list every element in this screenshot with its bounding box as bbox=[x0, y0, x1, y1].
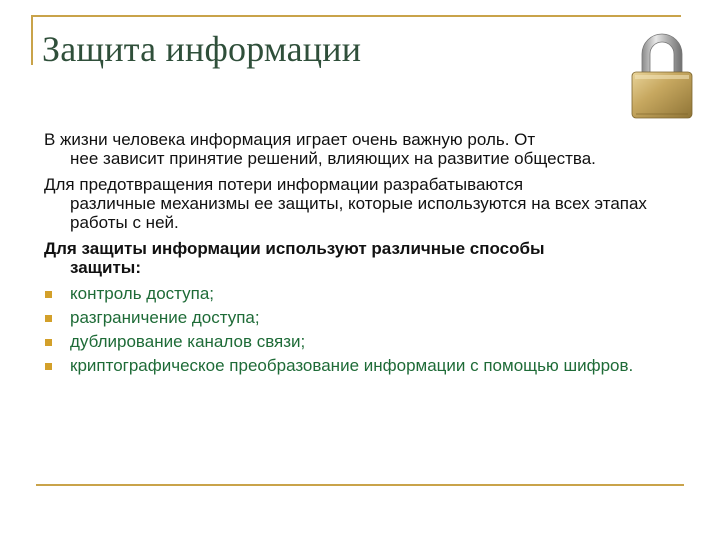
list-item bbox=[44, 308, 684, 327]
padlock-icon bbox=[628, 30, 696, 122]
bullet-marker-icon bbox=[45, 363, 52, 370]
list-item bbox=[44, 356, 684, 375]
methods-list bbox=[44, 284, 684, 375]
bullet-marker-icon bbox=[45, 339, 52, 346]
list-item bbox=[44, 332, 684, 351]
slide-content bbox=[44, 130, 684, 380]
bullet-marker-icon bbox=[45, 291, 52, 298]
list-item bbox=[44, 284, 684, 303]
paragraph-1-line1: В жизни человека информация играет очень важную роль. От bbox=[44, 130, 536, 149]
paragraph-2-rest: различные механизмы ее защиты, которые используются на всех этапах работы с ней. bbox=[70, 194, 647, 232]
list-item-text: криптографическое преобразование информации с помощью шифров. bbox=[70, 356, 634, 375]
paragraph-2-line1: Для предотвращения потери информации разрабатываются bbox=[44, 175, 524, 194]
list-item-text: разграничение доступа; bbox=[70, 308, 260, 327]
paragraph-3 bbox=[44, 239, 684, 277]
paragraph-1-rest: нее зависит принятие решений, влияющих на развитие общества. bbox=[70, 149, 596, 168]
frame-left-line bbox=[31, 15, 33, 65]
paragraph-2 bbox=[44, 175, 684, 232]
bullet-marker-icon bbox=[45, 315, 52, 322]
paragraph-3-rest: защиты: bbox=[70, 258, 141, 277]
slide-title: Защита информации bbox=[42, 29, 362, 69]
paragraph-1 bbox=[44, 130, 684, 168]
list-item-text: дублирование каналов связи; bbox=[70, 332, 306, 351]
list-item-text: контроль доступа; bbox=[70, 284, 215, 303]
frame-top-line bbox=[31, 15, 681, 17]
footer-divider bbox=[36, 484, 684, 486]
paragraph-3-line1: Для защиты информации используют различные способы bbox=[44, 239, 545, 258]
